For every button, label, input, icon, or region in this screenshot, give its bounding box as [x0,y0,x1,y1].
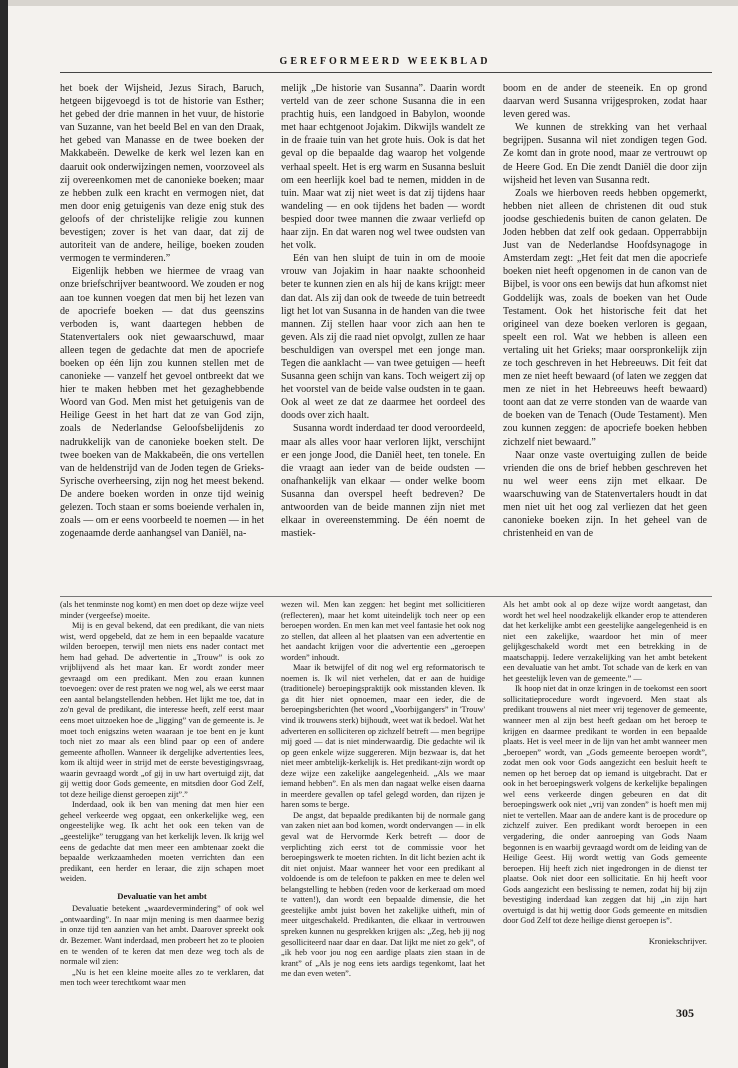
paragraph: Als het ambt ook al op deze wijze wordt aangetast, dan wordt het wel heel noodzakelijk elkander erop te attenderen dat het kerkelijke ambt een geestelijke aangelegenheid is en niet een zakelijke, waardoor het min of meer gelijkgeschakeld wordt met een betrekking in de maatschappij. Iedere verzakelijking van het ambt betekent een devaluatie van het ambt. Tot schade van de kerk en van het geestelijk leven van de gemeente.” — [503,600,707,683]
paragraph: Devaluatie betekent „waardevermindering” of ook wel „ontwaarding”. In naar mijn mening is men daarmee bezig in onze tijd ten aanzien van het ambt. Daarover spreekt ook dr. Bezemer. Want inderdaad, men probeert het zo te plooien en te wenden of te keren dat men deze weg toch als de normale wil zien: [60,904,264,967]
scan-border-top [0,0,738,6]
paragraph: wezen wil. Men kan zeggen: het begint met sollicitieren (reflecteren), maar het komt uiteindelijk toch neer op een beroepen worden. En men kan met veel fantasie het ook nog zo stellen, dat alleen al het plaatsen van een advertentie en het aandacht krijgen voor die advertentie een „geroepen worden” inhoudt. [281,600,485,662]
header-rule [60,72,712,73]
upper-column-1 [60,82,264,594]
paragraph: Ik hoop niet dat in onze kringen in de toekomst een soort sollicitatieprocedure wordt ingevoerd. Men staat als predikant trouwens al niet meer vrij tegenover de gemeente, wanneer men al zijn best heeft gedaan om het beroep te krijgen en daarmee predikant te worden in een bepaalde plaats. Het is veel meer in de lijn van het ambt wanneer men „beroepen” wordt, van „Gods gemeente beroepen wordt”, zodat men ook voor Gods aangezicht een besluit heeft te nemen op het beroep dat op iemand is uitgebracht. Dat er ook in het beroepingswerk volgens de kerkelijke bepalingen wel eens verkeerde dingen gebeuren en dat dit beroepingswerk ook niet „vrij van zonden” is hoeft men mij niet te vertellen. Maar aan de andere kant is de procedure op zichzelf zuiver. Een predikant wordt beroepen in een vergadering, die onder aanroeping van Gods Naam begonnen is en waarbij gevraagd wordt om de leiding van de Heilige Geest. Hij wordt wettig van Gods gemeente beroepen. Hij heeft zich niet ingedrongen in de dienst ter plaatse. Ook niet door een sollicitatie. En hij heeft voor Gods aangezicht een beslissing te nemen, zodat hij bij zijn bevestiging inderdaad kan zeggen dat hij „in zijn hart overtuigd is dat hij wettig door Gods gemeente en mitsdien door God Zelf tot deze heilige dienst geroepen is”. [503,684,707,926]
paragraph: Inderdaad, ook ik ben van mening dat men hier een geheel verkeerde weg opgaat, een onkerkelijke weg, een ongeestelijke weg. Ik acht het ook een teken van de „geestelijke” teruggang van het kerkelijk leven. Ik krijg wel eens de gedachte dat men meer een ambtenaar zoekt die bepaalde werkzaamheden moeten verrichten dan een predikant, een herder en leraar, die zijn schapen moet weiden. [60,800,264,884]
paragraph: (als het tenminste nog komt) en men doet op deze wijze veel minder (vergeefse) moeite. [60,600,264,620]
author-signature: Kroniekschrijver. [648,936,707,946]
section-divider [60,596,712,597]
paragraph: Eigenlijk hebben we hiermee de vraag van onze briefschrijver beantwoord. We zouden er nog aan toe kunnen voegen dat men bij het lezen van de apocriefe boeken — dat dus geenszins verboden is, want daartegen hebben de Statenvertalers ook niet gewaarschuwd, maar alleen tegen de gedachte dat men de apocriefe boeken op één lijn zou kunnen stellen met de canonieke — vanzelf het gevoel ontbreekt dat we hier te maken hebben met het gezaghebbende Woord van God. Men mist het getuigenis van de Heilige Geest in het hart dat ze van God zijn, zoals de Nederlandse Geloofsbelijdenis zo nadrukkelijk van de canonieke boeken stelt. De twee boeken van de Makkabeën, die ons vertellen van de heldenstrijd van de Joden tegen de Grieks-Syrische overheersing, zijn nog het meest bekend. De andere boeken worden in onze tijd weinig gelezen. Toch staan er soms boeiende verhalen in, zoals — om er eens voorbeeld te noemen — in het zogenaamde derde aanhangsel van Daniël, na- [60,266,264,540]
paragraph: Mij is en geval bekend, dat een predikant, die van niets wist, werd opgebeld, dat ze hem in een bepaalde vacature wilden beroepen, terwijl men niets ens nader contact met hem had gehad. De advertentie in „Trouw” is ook zo vrijblijvend als het maar kan. Er wordt zonder meer gevraagd om een predikant. Men zou eraan kunnen toevoegen: over de rest praten we nog wel, als we eerst maar een aantal belangstellenden hebben. Het lijkt me toe, dat in zo'n geval de predikant, die interesse heeft, zelf eerst maar eens moet uitzoeken hoe de „ligging” van de gemeente is. Je moet toch enigszins weten waaraan je toe bent en je kunt toch niet zo maar als een blind paar op een of andere gemeente afhollen. Wanneer ik dergelijke advertenties lees, kom ik altijd weer in strijd met de eerste bevestigingsvraag, waarin gevraagd wordt „of gij in uw hart overtuigd zijt, dat gij wettig door Gods gemeente, en mitsdien door God Zelf, tot deze heilige dienst geroepen zijt”.” [60,621,264,799]
paragraph: Zoals we hierboven reeds hebben opgemerkt, hebben niet alleen de christenen dit oud stuk joodse geschiedenis buiten de canon gelaten. De Joden hebben dat zelf ook gedaan. Opperrabbijn Just van de Nederlandse Hoofdsynagoge in Amsterdam zegt: „Het feit dat men die apocriefe boeken niet heeft opgenomen in de canon van de Bijbel, is voor ons een bewijs dat hun afkomst niet Goddelijk was, zoals de boeken van het Oude Testament. Ook het historische feit dat het origineel van deze boeken verloren is gegaan, speelt een rol. Wat we hebben is alleen een vertaling uit het Grieks; maar oorspronkelijk zijn ze toch geschreven in het Hebreeuws. Dit feit dat men ze niet heeft bewaard (of laten we zeggen dat men ze niet in het Hebreeuws heeft bewaard) toont aan dat ze verre stonden van de waarde van de boeken van de Tenach (Oude Testament). Men zou kunnen zeggen: de apocriefe boeken hebben zichzelf niet bewaard.” [503,187,707,448]
paragraph: „Nu is het een kleine moeite alles zo te verklaren, dat men toch weer terechtkomt waar men [60,967,264,988]
paragraph: boom en de ander de steeneik. En op grond daarvan werd Susanna vrijgesproken, zodat haar leven gered was. [503,83,707,121]
paragraph: het boek der Wijsheid, Jezus Sirach, Baruch, hetgeen bijgevoegd is tot de historie van Esther; het gebed der drie mannen in het vuur, de historie van Suzanne, van het beeld Bel en van den Draak, het gebed van Manasse en de twee boeken der Makkabeën. Dewelke de kerk wel lezen kan en daaruit ook onderwijzingen nemen, voorzoveel als zij overeenkomen met de canonieke boeken; maar ze hebben zulk een kracht en vermogen niet, dat men door enig getuigenis van deze enig stuk des geloofs of der christelijke religie zou kunnen bevestigen; zover is het van daar, dat zij de autoriteit van de andere, heilige, boeken zouden vermogen te verminderen.” [60,83,264,265]
upper-column-3 [503,82,707,594]
paragraph: Naar onze vaste overtuiging zullen de beide vrienden die ons de brief hebben geschreven het nu wel weer eens zijn met elkaar. De waarschuwing van de Statenvertalers houdt in dat men niet uit het oog zal verliezen dat het geen canonieke boeken zijn. In het geheel van de christenheid en van de [503,449,707,540]
page-number: 305 [676,1006,694,1020]
scan-border-left [0,0,8,1068]
paragraph: Susanna wordt inderdaad ter dood veroordeeld, maar als alles voor haar verloren lijkt, verschijnt er een jonge Jood, die Daniël heet, ten tonele. En die vraagt aan ieder van de beide oudsten — onafhankelijk van elkaar — onder welke boom Susanna dan overspel heeft bedreven? De antwoorden van de beide mannen zijn niet met elkaar in overeenstemming. De één noemt de mastiek- [281,423,485,540]
upper-column-2 [281,82,485,594]
running-header: GEREFORMEERD WEEKBLAD [279,56,491,67]
paragraph: De angst, dat bepaalde predikanten bij de normale gang van zaken niet aan bod komen, wordt ondervangen — in elk geval wat de Hervormde Kerk betreft — door de verplichting zich eerst tot de commissie voor het beroepingswerk te moeten richten. In dit licht bezien acht ik dit niet onjuist. Maar wanneer het voor een predikant al voldoende is om de telefoon te pakken en mee te delen wel belangstelling te hebben (reden voor de kerkeraad om moed te vatten!), dan wordt een bepaalde dimensie, die het geestelijke ambt juist boven het zakelijke uitheft, min of meer uitgeschakeld. Predikanten, die elkaar in vertrouwen spreken kunnen nu gesprekken krijgen als: „Zeg, heb jij nog gesolliciteerd naar daar en daar. Dat lijkt me niet zo gek”, of „ik heb voor jou nog een aardige plaats zien staan in de krant” of „Als je nog eens iets aardigs tegenkomt, laat het me dan even weten”. [281,810,485,979]
paragraph: melijk „De historie van Susanna”. Daarin wordt verteld van de zeer schone Susanna die in een prachtig huis, een landgoed in Babylon, woonde met haar echtgenoot Jojakim. Dikwijls wandelt ze in de fraaie tuin van het grote huis. Ook is dat het geval op die bepaalde dag waarop het volgende verhaal speelt. Het is erg warm en Susanna besluit om een heerlijk koel bad te nemen, midden in de tuin. Maar wat zij niet weet is dat zij tijdens haar wandeling — en ook tijdens het baden — wordt bespied door twee mannen die zwaar verliefd op haar zijn. En dat waren nog wel twee oudsten van het volk. [281,83,485,252]
subheading-devaluatie: Devaluatie van het ambt [117,890,207,901]
paragraph: Maar ik betwijfel of dit nog wel erg reformatorisch te noemen is. Ik wil niet verhelen, dat er aan de huidige (traditionele) beroepingspraktijk ook misstanden kleven. Ik ga dit hier niet opnoemen, maar een ieder, die de beroepingsberichten (het woord „Voorbijgangers” in 'Trouw' vind ik trouwens sterk) bijhoudt, weet wat ik bedoel. Wat het adverteren en solliciteren op zichzelf betreft — men begrijpe mij goed — dat is niet minderwaardig. Die gedachte wil ik op geen enkele wijze suggereren. Mijn bezwaar is, dat het niet meer ambtelijk-kerkelijk is. Het predikant-zijn wordt op deze wijze een zakelijke aangelegenheid. „Als we maar iemand hebben”. En als men dan nagaat welke eisen daarna in meerdere gevallen op tafel gelegd worden, dan rijzen je haren soms te berge. [281,663,485,810]
paragraph: We kunnen de strekking van het verhaal begrijpen. Susanna wil niet zondigen tegen God. Ze komt dan in grote nood, maar ze vertrouwt op de Heere God. En Die zendt Daniël die door zijn wijsheid het leven van Susanna redt. [503,122,707,186]
paragraph: Eén van hen sluipt de tuin in om de mooie vrouw van Jojakim in haar naakte schoonheid beter te kunnen zien en als hij de kans krijgt: meer dan dat. Als zij dan ook de tweede de tuin betreedt ligt het lot van Susanna in de handen van die twee mannen. Zij stellen haar voor zich aan hen te geven. Als zij die raad niet opvolgt, zullen ze haar beschuldigen van overspel met een jonge man. Tegen die aanklacht — van twee getuigen — heeft Susanna geen schijn van kans. Toch weigert zij op het voorstel van de beide valse oudsten in te gaan. Ook al weet ze dat ze daarmee het oordeel des doods over zich haalt. [281,253,485,422]
lower-column-3 [503,600,707,992]
lower-column-1 [60,600,264,992]
lower-column-2 [281,600,485,992]
